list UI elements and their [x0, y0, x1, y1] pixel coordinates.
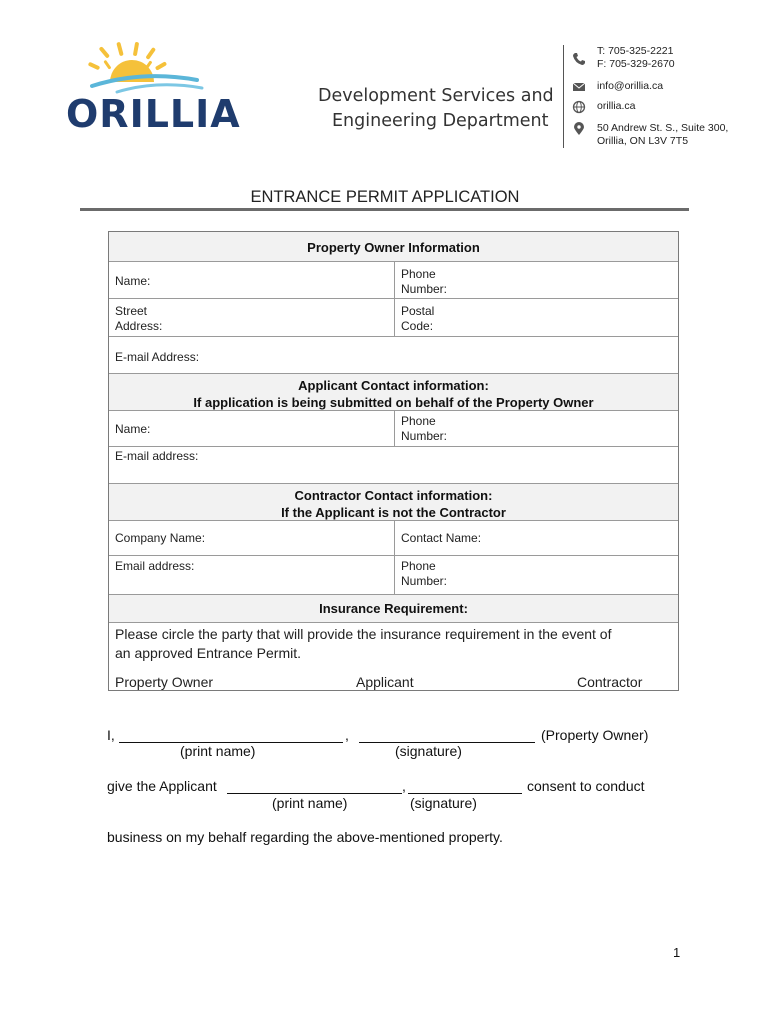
title-underline: [80, 208, 689, 211]
applicant-heading-1: Applicant Contact information:: [298, 378, 489, 393]
signature-caption-2: (signature): [410, 795, 477, 811]
owner-street-label: [115, 304, 162, 334]
contractor-phone-label: [401, 559, 447, 589]
applicant-print-name-blank[interactable]: [227, 793, 402, 794]
applicant-name-row: [109, 410, 678, 446]
application-form-table: [108, 231, 679, 691]
contractor-phone-label-line-2: Number:: [401, 574, 448, 588]
contact-phone: T: 705-325-2221: [597, 45, 674, 57]
contractor-company-row: [109, 520, 678, 555]
owner-postal-label: [401, 304, 434, 334]
column-divider: [394, 521, 395, 556]
applicant-phone-label-line-1: Phone: [401, 414, 436, 428]
owner-section-header: [109, 232, 678, 261]
globe-icon: [572, 100, 586, 114]
option-property-owner[interactable]: Property Owner: [115, 674, 214, 690]
applicant-phone-label: [401, 414, 447, 444]
consent-line3: business on my behalf regarding the above-mentioned property.: [107, 829, 503, 845]
contractor-phone-label-line-1: Phone: [401, 559, 436, 573]
applicant-heading-2: If application is being submitted on behalf of the Property Owner: [193, 395, 594, 410]
owner-phone-label-line-1: Phone: [401, 267, 436, 281]
applicant-email-row: [109, 446, 678, 483]
contractor-company-label: Company Name:: [115, 531, 206, 545]
contact-website[interactable]: orillia.ca: [597, 100, 636, 112]
owner-postal-label-line-2: Code:: [401, 319, 434, 333]
owner-name-label: Name:: [115, 274, 151, 288]
column-divider: [394, 411, 395, 447]
option-contractor[interactable]: Contractor: [577, 674, 643, 690]
consent-line1-prefix: I,: [107, 727, 115, 743]
applicant-email-label: E-mail address:: [115, 449, 199, 463]
contact-fax: F: 705-329-2670: [597, 58, 675, 70]
contractor-email-label: Email address:: [115, 559, 195, 573]
owner-postal-label-line-1: Postal: [401, 304, 435, 318]
page-number: 1: [673, 945, 681, 960]
department-line-1: Development Services and: [318, 86, 554, 106]
insurance-instruction-line-2: an approved Entrance Permit.: [115, 645, 301, 661]
insurance-heading: Insurance Requirement:: [319, 601, 468, 616]
consent-line1-comma: ,: [345, 727, 349, 743]
owner-phone-label: [401, 267, 447, 297]
option-applicant[interactable]: Applicant: [356, 674, 414, 690]
owner-email-label: E-mail Address:: [115, 350, 200, 364]
phone-icon: [572, 52, 586, 66]
contractor-email-row: [109, 555, 678, 594]
column-divider: [394, 556, 395, 595]
email-icon: [572, 80, 586, 94]
contractor-contact-label: Contact Name:: [401, 531, 482, 545]
consent-line2-prefix: give the Applicant: [107, 778, 217, 794]
print-name-caption-2: (print name): [272, 795, 348, 811]
owner-name-row: [109, 261, 678, 298]
applicant-name-label: Name:: [115, 422, 151, 436]
applicant-section-header: [109, 373, 678, 410]
insurance-instruction-line-1: Please circle the party that will provide the insurance requirement in the event of: [115, 626, 612, 642]
column-divider: [394, 299, 395, 337]
consent-line1-suffix: (Property Owner): [541, 727, 649, 743]
print-name-caption-1: (print name): [180, 743, 256, 759]
column-divider: [394, 262, 395, 299]
contractor-heading-1: Contractor Contact information:: [294, 488, 493, 503]
page-title: ENTRANCE PERMIT APPLICATION: [250, 188, 520, 206]
consent-line2-comma: ,: [402, 778, 406, 794]
applicant-phone-label-line-2: Number:: [401, 429, 448, 443]
logo-wordmark: ORILLIA: [66, 92, 241, 136]
owner-phone-label-line-2: Number:: [401, 282, 448, 296]
insurance-section-header: [109, 594, 678, 622]
owner-address-row: [109, 298, 678, 336]
owner-street-label-line-1: Street: [115, 304, 148, 318]
contractor-section-header: [109, 483, 678, 520]
owner-heading: Property Owner Information: [307, 240, 480, 255]
contact-address-line-2: Orillia, ON L3V 7T5: [597, 135, 689, 147]
header-divider: [563, 45, 564, 148]
contact-address-line-1: 50 Andrew St. S., Suite 300,: [597, 122, 729, 134]
location-pin-icon: [572, 122, 586, 136]
contractor-heading-2: If the Applicant is not the Contractor: [281, 505, 506, 520]
signature-caption-1: (signature): [395, 743, 462, 759]
owner-email-row: [109, 336, 678, 373]
applicant-signature-blank[interactable]: [408, 793, 522, 794]
insurance-body: [109, 622, 678, 691]
contact-email[interactable]: info@orillia.ca: [597, 80, 664, 92]
department-name: [318, 84, 554, 134]
department-line-2: Engineering Department: [332, 111, 549, 131]
insurance-instruction: [115, 625, 612, 663]
consent-line2-suffix: consent to conduct: [527, 778, 645, 794]
owner-street-label-line-2: Address:: [115, 319, 163, 333]
